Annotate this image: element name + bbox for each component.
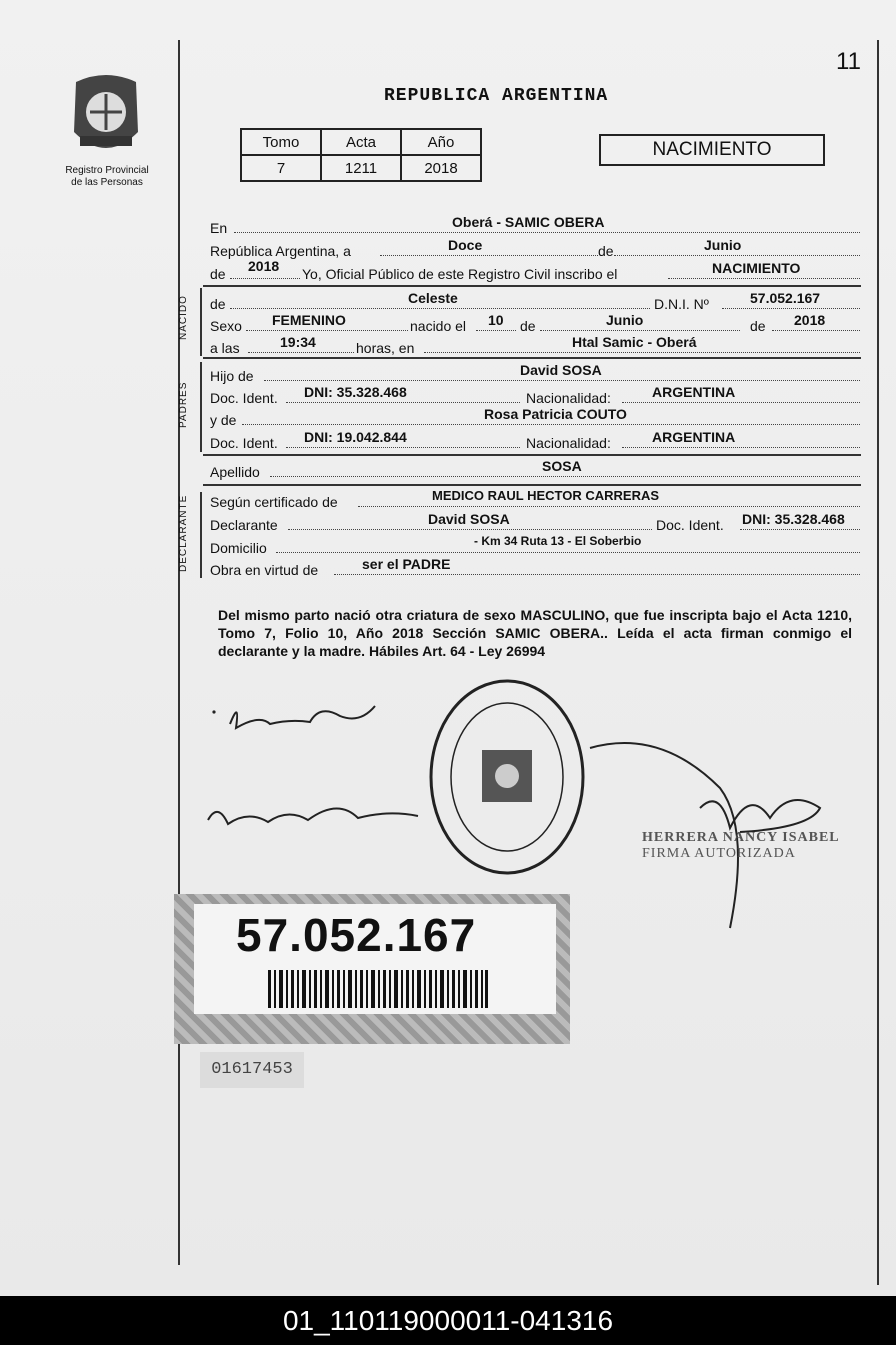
record-type-box: NACIMIENTO [599,134,825,166]
row-madre: y de Rosa Patricia COUTO [210,410,860,430]
row-en: En Oberá - SAMIC OBERA [210,218,860,238]
row-sexo: Sexo FEMENINO nacido el 10 de Junio de 2018 [210,316,860,336]
dni: 57.052.167 [750,290,821,306]
left-margin-line [178,40,180,1265]
registro-table [240,128,482,182]
dni-number-stamp: 57.052.167 [236,909,477,961]
section-padres: PADRES [178,381,189,428]
observation-note: Del mismo parto nació otra criatura de sexo MASCULINO, que fue inscripta bajo el Acta 1210, Tomo 7, Folio 10, Año 2018 Sección SAMIC OBERA.. Leída el acta firman conmigo el declarante y la madre. Hábiles Art. 64 - Ley 26994 [218,607,852,659]
row-anio: de 2018 Yo, Oficial Público de este Registro Civil inscribo el NACIMIENTO [210,264,860,284]
value-anio: 2018 [401,155,481,181]
nombre: Celeste [408,290,458,306]
official-stamp-icon [424,672,590,882]
row-domicilio: Domicilio - Km 34 Ruta 13 - El Soberbio [210,538,860,558]
file-id-footer: 01_110119000011-041316 [0,1296,896,1345]
row-declarante: Declarante David SOSA Doc. Ident. DNI: 35.328.468 [210,515,860,535]
header-acta: Acta [321,129,401,155]
row-obra: Obra en virtud de ser el PADRE [210,560,860,580]
row-apellido: Apellido SOSA [210,462,860,482]
section-nacido: NACIDO [178,295,189,340]
section-declarante: DECLARANTE [178,494,189,572]
right-margin-line [877,40,879,1285]
page-number: 11 [836,48,861,75]
row-hora: a las 19:34 horas, en Htal Samic - Oberá [210,338,860,358]
barcode-icon [268,970,488,1008]
province-seal-icon [66,72,146,162]
row-padre-doc: Doc. Ident. DNI: 35.328.468 Nacionalidad: ARGENTINA [210,388,860,408]
row-nombre: de Celeste D.N.I. Nº 57.052.167 [210,294,860,314]
serial-number-stamp: 01617453 [200,1052,304,1088]
value-tomo: 7 [241,155,321,181]
row-madre-doc: Doc. Ident. DNI: 19.042.844 Nacionalidad: ARGENTINA [210,433,860,453]
row-certificado: Según certificado de MEDICO RAUL HECTOR CARRERAS [210,492,860,512]
row-fecha: República Argentina, a Doce de Junio [210,241,860,261]
signature-mother [198,790,428,840]
authorized-name: HERRERA NANCY ISABEL FIRMA AUTORIZADA [642,830,840,861]
signature-father [200,694,400,744]
lugar-registro: Oberá - SAMIC OBERA [452,214,605,230]
value-acta: 1211 [321,155,401,181]
document-title: REPUBLICA ARGENTINA [384,86,609,106]
header-tomo: Tomo [241,129,321,155]
header-anio: Año [401,129,481,155]
row-padre: Hijo de David SOSA [210,366,860,386]
org-name: Registro Provincial de las Personas [65,165,149,188]
